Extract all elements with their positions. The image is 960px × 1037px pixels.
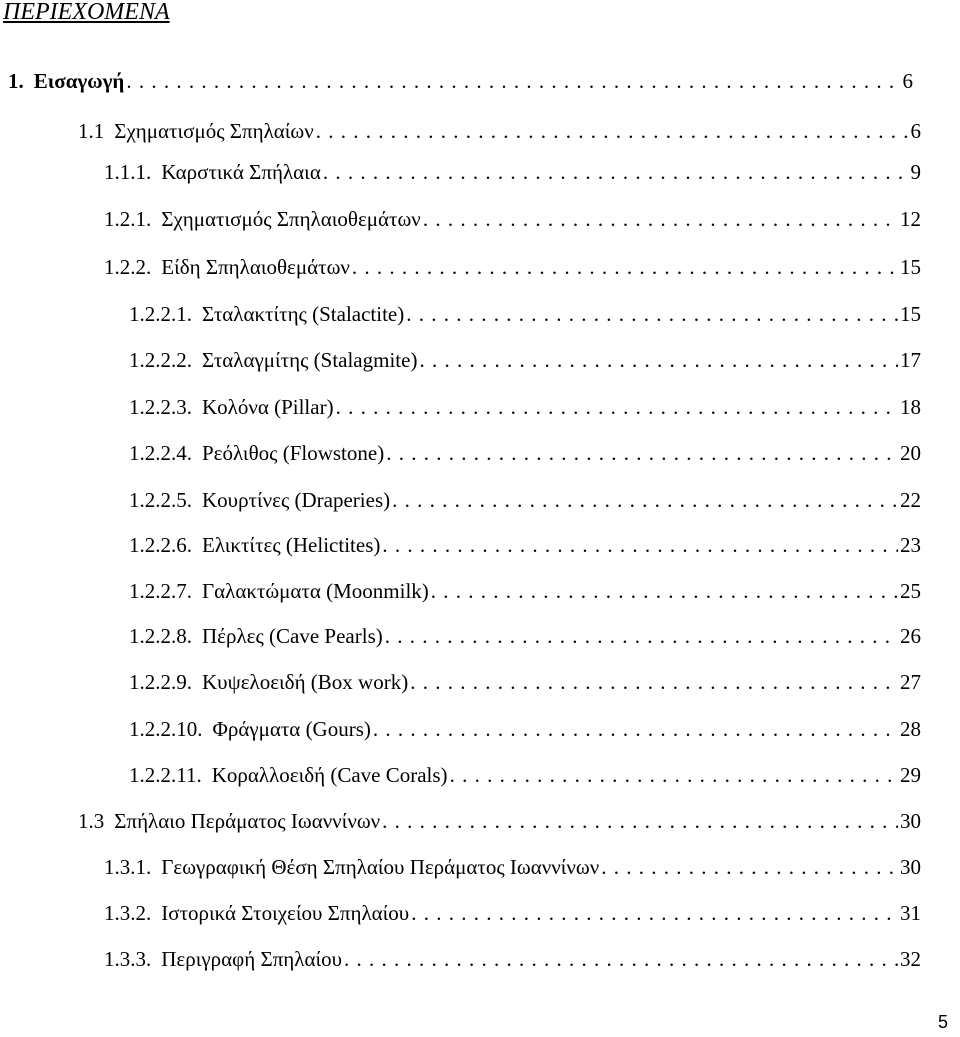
toc-entry-title: Κυψελοειδή (Box work) [202,670,409,694]
toc-entry-number: 1.2.2.8. [129,624,192,648]
toc-dot-leader [431,575,898,607]
toc-entry-page: 23 [900,533,921,557]
toc-entry-page: 9 [910,160,921,184]
toc-entry-number: 1.2.2.11. [129,763,202,787]
toc-dot-leader [450,759,898,791]
toc-entry[interactable] [129,529,921,561]
toc-dot-leader [386,437,898,469]
toc-dot-leader [344,943,898,975]
toc-entry-number: 1.2.2.1. [129,302,192,326]
toc-dot-leader [419,344,898,376]
toc-dot-leader [336,391,898,423]
toc-entry-title: Σχηματισμός Σπηλαιοθεμάτων [161,207,421,231]
toc-dot-leader [316,115,909,147]
toc-dot-leader [373,713,898,745]
toc-entry[interactable] [129,298,921,330]
toc-entry-page: 22 [900,488,921,512]
toc-entry-number: 1.1 [78,119,105,143]
toc-entry-page: 17 [900,348,921,372]
toc-entry-title: Καρστικά Σπήλαια [161,160,321,184]
toc-entry-title: Ρεόλιθος (Flowstone) [202,441,385,465]
toc-dot-leader [411,897,898,929]
toc-entry[interactable] [129,575,921,607]
toc-entry-page: 6 [910,119,921,143]
toc-entry-page: 12 [900,207,921,231]
toc-entry-page: 30 [900,809,921,833]
toc-dot-leader [410,666,898,698]
toc-entry-title: Κολόνα (Pillar) [202,395,334,419]
toc-entry-number: 1.3.1. [104,855,152,879]
toc-entry-number: 1.1.1. [104,160,152,184]
toc-entry-title: Ιστορικά Στοιχείου Σπηλαίου [161,901,410,925]
toc-entry-title: Γεωγραφική Θέση Σπηλαίου Περάματος Ιωαννίνων [161,855,600,879]
toc-entry[interactable] [104,897,921,929]
toc-entry[interactable] [104,156,921,188]
toc-entry-number: 1.2.2.9. [129,670,192,694]
toc-entry-page: 31 [900,901,921,925]
toc-entry-title: Σπήλαιο Περάματος Ιωαννίνων [114,809,381,833]
toc-entry-number: 1.2.2.4. [129,441,192,465]
toc-entry-number: 1.2.2.10. [129,717,203,741]
toc-entry-number: 1.2.2.6. [129,533,192,557]
toc-entry-number: 1.3.2. [104,901,152,925]
toc-dot-leader [382,805,898,837]
toc-entry-page: 20 [900,441,921,465]
toc-entry-title: Κοραλλοειδή (Cave Corals) [211,763,448,787]
toc-entry-title: Σταλαγμίτης (Stalagmite) [202,348,418,372]
toc-entry-page: 6 [902,69,913,93]
toc-entry[interactable] [129,759,921,791]
toc-entry-page: 25 [900,579,921,603]
toc-entry-number: 1.2.1. [104,207,152,231]
toc-entry[interactable] [129,437,921,469]
toc-entry[interactable] [104,251,921,283]
toc-entry-title: Είδη Σπηλαιοθεμάτων [161,255,350,279]
toc-entry-title: Γαλακτώματα (Moonmilk) [202,579,429,603]
page-number: 5 [937,1012,948,1032]
toc-entry[interactable] [104,851,921,883]
toc-entry-title: Περιγραφή Σπηλαίου [161,947,343,971]
toc-entry[interactable] [104,203,921,235]
toc-dot-leader [392,484,898,516]
toc-entry-number: 1.2.2.7. [129,579,192,603]
toc-dot-leader [352,251,898,283]
toc-entry-title: Σχηματισμός Σπηλαίων [114,119,314,143]
toc-entry-page: 28 [900,717,921,741]
toc-dot-leader [382,529,898,561]
toc-entry-number: 1.3.3. [104,947,152,971]
toc-entry-number: 1.2.2.3. [129,395,192,419]
toc-entry-title: Εισαγωγή [33,69,125,93]
toc-entry[interactable] [129,713,921,745]
toc-entry-introduction[interactable] [8,65,913,97]
toc-entry-page: 27 [900,670,921,694]
toc-entry-title: Ελικτίτες (Helictites) [202,533,381,557]
toc-entry-number: 1. [8,69,24,93]
toc-entry-title: Σταλακτίτης (Stalactite) [202,302,405,326]
toc-entry-number: 1.2.2. [104,255,152,279]
toc-dot-leader [601,851,898,883]
toc-entry-number: 1.2.2.5. [129,488,192,512]
toc-dot-leader [385,620,898,652]
toc-entry-page: 29 [900,763,921,787]
toc-dot-leader [323,156,909,188]
toc-entry[interactable] [129,620,921,652]
toc-entry[interactable] [129,666,921,698]
toc-dot-leader [423,203,898,235]
toc-entry[interactable] [104,943,921,975]
toc-entry-title: Πέρλες (Cave Pearls) [202,624,383,648]
toc-entry[interactable] [129,344,921,376]
toc-entry-page: 26 [900,624,921,648]
toc-entry-page: 15 [900,255,921,279]
toc-entry-number: 1.3 [78,809,105,833]
toc-entry-number: 1.2.2.2. [129,348,192,372]
toc-dot-leader [126,65,900,97]
toc-entry[interactable] [129,484,921,516]
toc-entry-page: 15 [900,302,921,326]
toc-entry-page: 32 [900,947,921,971]
toc-heading: ΠΕΡΙΕΧΟΜΕΝΑ [3,0,170,25]
toc-entry[interactable] [129,391,921,423]
toc-entry[interactable] [78,115,921,147]
toc-entry-page: 30 [900,855,921,879]
toc-dot-leader [406,298,898,330]
toc-entry-title: Κουρτίνες (Draperies) [202,488,391,512]
toc-entry[interactable] [78,805,921,837]
toc-entry-title: Φράγματα (Gours) [212,717,371,741]
toc-entry-page: 18 [900,395,921,419]
